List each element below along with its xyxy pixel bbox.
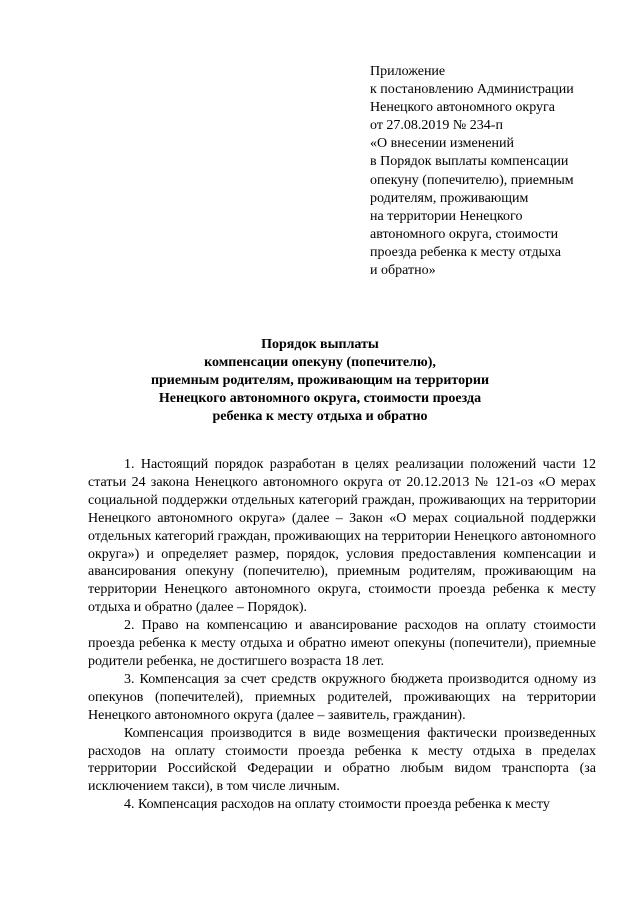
appendix-header: [370, 63, 615, 280]
appendix-line: опекуну (попечителю), приемным: [370, 172, 574, 188]
document-body: [88, 456, 596, 814]
title-line: Порядок выплаты: [261, 337, 379, 352]
appendix-line: Приложение: [370, 64, 446, 79]
appendix-line: к постановлению Администрации: [370, 82, 574, 98]
document-title: [88, 336, 552, 426]
title-line: Ненецкого автономного округа, стоимости проезда: [158, 391, 482, 407]
title-line: компенсации опекуну (попечителю),: [204, 355, 436, 371]
appendix-line: автономного округа, стоимости: [370, 226, 559, 242]
paragraph-1: 1. Настоящий порядок разработан в целях реализации положений части 12 статьи 24 закона Ненецкого автономного округа от 20.12.2013 № 121-оз «О мерах социальной поддержки отдельных категорий граждан, проживающих на территории Ненецкого автономного округа» (далее – Закон «О мерах социальной поддержки отдельных категорий граждан, проживающих на территории Ненецкого автономного округа») и определяет размер, порядок, условия предоставления компенсации и авансирования опекуну (попечителю), приемным родителям, проживающим на территории Ненецкого автономного округа, стоимости проезда ребенка к месту отдыха и обратно (далее – Порядок).: [88, 457, 596, 616]
appendix-line: «О внесении изменений: [370, 136, 514, 152]
paragraph-3-continued: Компенсация производится в виде возмещения фактически произведенных расходов на оплату стоимости проезда ребенка к месту отдыха в пределах территории Российской Федерации и обратно любым видом транспорта (за исключением такси), в том числе личным.: [88, 725, 596, 795]
title-line: ребенка к месту отдыха и обратно: [212, 409, 428, 425]
paragraph-2: 2. Право на компенсацию и авансирование расходов на оплату стоимости проезда ребенка к месту отдыха и обратно имеют опекуны (попечители), приемные родители ребенка, не достигшего возраста 18 лет.: [88, 618, 596, 669]
appendix-line: в Порядок выплаты компенсации: [370, 154, 569, 170]
title-line: приемным родителям, проживающим на территории: [150, 373, 490, 389]
paragraph-4: 4. Компенсация расходов на оплату стоимости проезда ребенка к месту: [124, 797, 550, 813]
paragraph-3: 3. Компенсация за счет средств окружного бюджета производится одному из опекунов (попечителей), приемных родителей, проживающих на территории Ненецкого автономного округа (далее – заявитель, гражданин).: [88, 671, 596, 723]
appendix-line: проезда ребенка к месту отдыха: [370, 244, 562, 260]
appendix-line: родителям, проживающим: [370, 190, 529, 206]
appendix-line: от 27.08.2019 № 234-п: [370, 118, 503, 134]
appendix-line: Ненецкого автономного округа: [370, 100, 555, 116]
appendix-line: на территории Ненецкого: [370, 208, 523, 224]
appendix-line: и обратно»: [370, 263, 436, 279]
